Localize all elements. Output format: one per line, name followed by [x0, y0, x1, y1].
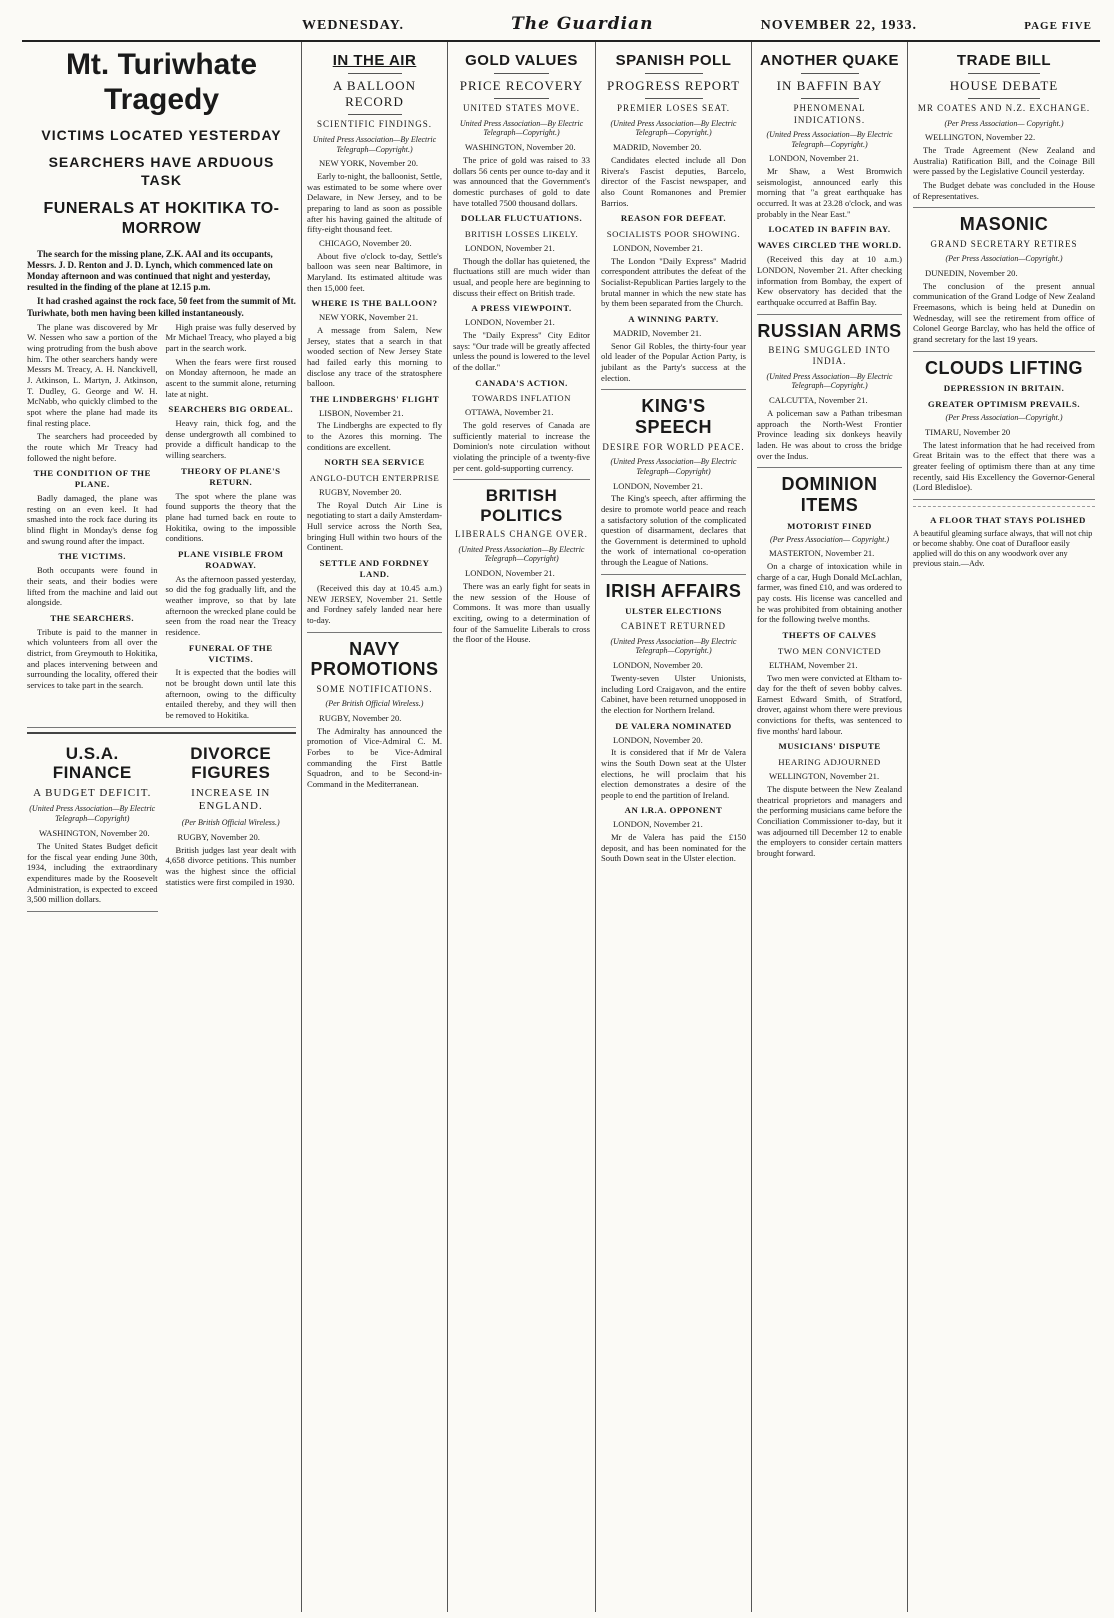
body-paragraph: The Royal Dutch Air Line is negotiating to start a daily Amsterdam-Hull service across the North Sea, bringing Hull within two hours of the Continent.	[307, 499, 442, 553]
subhead-depression: DEPRESSION IN BRITAIN.	[943, 383, 1065, 394]
headline-russian-arms: RUSSIAN ARMS	[757, 320, 902, 341]
deck-increase-england: INCREASE IN ENGLAND.	[191, 786, 271, 813]
deck-smuggled: BEING SMUGGLED INTO INDIA.	[768, 345, 891, 367]
subhead-ira-opponent: AN I.R.A. OPPONENT	[624, 805, 723, 816]
masthead-paper-name: The Guardian	[511, 14, 654, 34]
dateline: WASHINGTON, November 20.	[39, 828, 150, 839]
subhead-reason: REASON FOR DEFEAT.	[620, 213, 727, 224]
body-paragraph: High praise was fully deserved by Mr Michael Treacy, who played a big part in the search work.	[165, 321, 296, 353]
dateline: LONDON, November 21.	[465, 568, 555, 579]
subhead-searchers: THE SEARCHERS.	[50, 612, 135, 623]
body-paragraph: On a charge of intoxication while in charge of a car, Hugh Donald McLachlan, farmer, was fined £10, and was ordered to pay costs. His license was cancelled and he was prohibited from obtaining another for the following twelve months.	[757, 561, 902, 625]
turiwhate-left-column	[27, 322, 158, 724]
source-line: United Press Association—By Electric Telegraph—Copyright.)	[312, 134, 437, 154]
dateline: LONDON, November 21.	[769, 153, 859, 164]
deck-world-peace: DESIRE FOR WORLD PEACE.	[602, 441, 745, 452]
headline-clouds-lifting: CLOUDS LIFTING	[925, 357, 1083, 378]
body-paragraph: Tribute is paid to the manner in which volunteers from all over the district, from Greymouth to Hokitika, and places intervening between and surrounding the locality, offered their services to take part in the search.	[27, 626, 158, 691]
dateline: LONDON, November 21.	[465, 317, 555, 328]
headline-dominion-items: DOMINION ITEMS	[781, 474, 878, 515]
dateline: RUGBY, November 20.	[319, 712, 402, 723]
headline-irish-affairs: IRISH AFFAIRS	[605, 580, 742, 601]
divider	[348, 73, 402, 74]
column-5	[752, 42, 908, 1612]
article-kings-speech	[601, 396, 746, 575]
turiwhate-body	[27, 322, 296, 724]
body-paragraph: The King's speech, after affirming the desire to promote world peace and reach a satisfactory solution of the complicated question of disarmament, declares that the Government is determined to uphold the work of international co-operation through the League of Nations.	[601, 493, 746, 568]
body-paragraph: It is considered that if Mr de Valera wins the South Down seat at the Ulster elections, he will proclaim that his election demonstrates a desire of the people to end the partition of Ireland.	[601, 747, 746, 800]
body-paragraph: The Trade Agreement (New Zealand and Australia) Ratification Bill, and the Coinage Bill were passed by the Legislative Council yesterday.	[913, 145, 1095, 177]
dateline: OTTAWA, November 21.	[465, 407, 554, 418]
body-paragraph: The Admiralty has announced the promotion of Vice-Admiral C. M. Forbes to be Vice-Admiral commanding the First Battle Squadron, and to be Second-in-Command in the Mediterranean.	[307, 725, 442, 789]
body-paragraph: As the afternoon passed yesterday, so did the fog gradually lift, and the weather improve, so that by late afternoon the wrecked plane could be seen from the road near the Treacy residence.	[165, 573, 296, 637]
headline-trade-bill: TRADE BILL	[956, 52, 1052, 69]
subdeck-scientific: SCIENTIFIC FINDINGS.	[316, 119, 432, 130]
article-clouds-lifting	[913, 358, 1095, 500]
article-usa-finance	[27, 738, 158, 912]
headline-gold-values: GOLD VALUES	[465, 52, 578, 69]
subhead-socialists: SOCIALISTS POOR SHOWING.	[606, 229, 741, 240]
body-paragraph: The gold reserves of Canada are sufficiently material to increase the Dominion's note circulation without violating the principle of a twenty-five per cent. gold-supporting currency.	[453, 420, 590, 473]
lede-paragraph-2: It had crashed against the rock face, 50 feet from the summit of Mt. Turiwhate, both men having been killed instantaneously.	[27, 296, 296, 318]
subhead-convicted: TWO MEN CONVICTED	[777, 645, 882, 656]
source-line: (Per Press Association— Copyright.)	[944, 118, 1064, 128]
body-paragraph: A message from Salem, New Jersey, states that a search in that wooded section of New Jersey State had failed early this morning to disclose any trace of the stratosphere balloon.	[307, 324, 442, 389]
source-line: (United Press Association—By Electric Telegraph—Copyright.)	[766, 371, 893, 391]
subdeck-premier: PREMIER LOSES SEAT.	[616, 103, 731, 114]
deck-baffin-bay: IN BAFFIN BAY	[776, 78, 883, 94]
body-paragraph: Mr de Valera has paid the £150 deposit, and has been nominated for the South Down seat in the Ulster election.	[601, 832, 746, 864]
article-british-politics	[453, 486, 590, 651]
dateline: LISBON, November 21.	[319, 407, 404, 418]
subdeck-us-move: UNITED STATES MOVE.	[462, 103, 581, 114]
subhead-ulster: ULSTER ELECTIONS	[625, 606, 722, 617]
subhead-motorist: MOTORIST FINED	[787, 520, 872, 531]
source-line: (United Press Association—By Electric Telegraph—Copyright)	[610, 456, 737, 476]
deck-progress-report: PROGRESS REPORT	[606, 78, 741, 94]
masthead	[22, 10, 1100, 42]
body-paragraph: About five o'clock to-day, Settle's balloon was seen near Baltimore, in Maryland. Its estimated altitude was then 15,000 feet.	[307, 250, 442, 293]
deck-liberals: LIBERALS CHANGE OVER.	[455, 529, 588, 540]
body-paragraph: Mr Shaw, a West Bromwich seismologist, announced early this morning that "a great earthquake has occurred. It was at 23.28 o'clock, and was probably in the Near East."	[757, 166, 902, 219]
headline-navy-promotions: NAVY PROMOTIONS	[310, 638, 439, 680]
deck-balloon-record: A BALLOON RECORD	[332, 78, 417, 110]
subhead-condition: THE CONDITION OF THE PLANE.	[33, 468, 151, 490]
subhead-musicians: MUSICIANS' DISPUTE	[778, 741, 881, 752]
dateline: MASTERTON, November 21.	[769, 548, 875, 559]
body-paragraph: The Lindberghs are expected to fly to the Azores this morning. The conditions are excellent.	[307, 420, 442, 452]
subhead-located: LOCATED IN BAFFIN BAY.	[768, 224, 891, 235]
body-paragraph: The plane was discovered by Mr W. Nessen who saw a portion of the wing protruding from the bush above him. The other searchers handy were Messrs M. Treacy, A. H. Nanckivell, J. Atkinson, L. Martyn, J. Atkinson, T. Dudley, G. George and W. H. McNabb, who quickly climbed to the spot where the plane had made its final resting place.	[27, 321, 158, 428]
body-paragraph: The Budget debate was concluded in the House of Representatives.	[913, 180, 1095, 201]
dateline: WASHINGTON, November 20.	[465, 142, 576, 153]
dateline: LONDON, November 20.	[613, 734, 703, 745]
source-line: United Press Association—By Electric Telegraph—Copyright.)	[459, 118, 584, 138]
article-trade-bill	[913, 52, 1095, 208]
lede-paragraph-1: The search for the missing plane, Z.K. AAI and its occupants, Messrs. J. D. Renton and J. D. Lynch, which commenced late on Monday afternoon and was continued that night and yesterday, resulted in the finding of the plane at 12.15 p.m.	[27, 248, 273, 293]
subhead-where-balloon: WHERE IS THE BALLOON?	[311, 298, 438, 309]
article-irish-affairs	[601, 581, 746, 870]
article-masonic	[913, 214, 1095, 351]
subhead-waves: WAVES CIRCLED THE WORLD.	[757, 240, 902, 251]
headline-spanish-poll: SPANISH POLL	[615, 52, 732, 69]
headline-another-quake: ANOTHER QUAKE	[759, 52, 899, 69]
column-4	[596, 42, 752, 1612]
deck-grand-secretary: GRAND SECRETARY RETIRES	[930, 239, 1078, 250]
divider	[348, 114, 402, 115]
turiwhate-right-column	[166, 322, 297, 724]
masthead-day: WEDNESDAY.	[302, 18, 404, 33]
subhead-north-sea: NORTH SEA SERVICE	[324, 457, 425, 468]
column-6	[908, 42, 1100, 1612]
body-paragraph: Though the dollar has quietened, the fluctuations still are much wider than usual, and people here are beginning to discuss their effect on British trade.	[453, 255, 590, 298]
subhead-anglo-dutch: ANGLO-DUTCH ENTERPRISE	[309, 473, 440, 484]
body-paragraph: Early to-night, the balloonist, Settle, was estimated to be some where over Delaware, in New Jersey, and to be preparing to land as soon as possible after his having gained the altitude of fifty-eight thousand feet.	[307, 171, 442, 235]
dateline: MADRID, November 21.	[613, 327, 702, 338]
body-paragraph: (Received this day at 10 a.m.) LONDON, November 21. After checking information from Bombay, the expert of Kew observatory has decided that the earthquake occurred at Baffin Bay.	[757, 254, 902, 307]
divider	[494, 98, 549, 99]
deck-house-debate: HOUSE DEBATE	[949, 78, 1059, 94]
divider	[968, 73, 1041, 74]
subhead-settle-land: SETTLE AND FORDNEY LAND.	[319, 558, 430, 579]
headline-turiwhate: Mt. Turiwhate Tragedy	[65, 48, 258, 116]
subhead-roadway: PLANE VISIBLE FROM ROADWAY.	[177, 548, 284, 570]
dateline: ELTHAM, November 21.	[769, 659, 858, 670]
subhead-victims: THE VICTIMS.	[58, 551, 126, 562]
article-dominion-items	[757, 474, 902, 864]
source-line: (United Press Association—By Electric Telegraph—Copyright.)	[610, 636, 737, 656]
subdeck-phenomenal: PHENOMENAL INDICATIONS.	[793, 103, 866, 125]
dateline: NEW YORK, November 21.	[319, 312, 419, 323]
subhead-canada: CANADA'S ACTION.	[475, 377, 568, 388]
source-line: (Per British Official Wireless.)	[325, 699, 424, 709]
article-divorce-figures	[166, 738, 297, 912]
source-line: (United Press Association—By Electric Telegraph—Copyright.)	[766, 129, 893, 149]
body-paragraph: The spot where the plane was found supports the theory that the plane had turned back en route to Hokitika, owing to the impossible conditions.	[165, 490, 296, 544]
body-paragraph: Badly damaged, the plane was resting on an even keel. It had smashed into the rock face during its blind flight in Monday's dense fog and swung round after the impact.	[27, 493, 158, 546]
masthead-page-number: PAGE FIVE	[1024, 20, 1092, 32]
source-line: (Per Press Association—Copyright.)	[945, 413, 1063, 423]
body-paragraph: Twenty-seven Ulster Unionists, including Lord Craigavon, and the entire Cabinet, have been returned unopposed in the election for Northern Ireland.	[601, 673, 746, 715]
dateline: MADRID, November 20.	[613, 142, 702, 153]
subhead-funeral: FUNERAL OF THE VICTIMS.	[188, 642, 273, 664]
deck-budget-deficit: A BUDGET DEFICIT.	[33, 786, 152, 799]
article-spanish-poll	[601, 52, 746, 390]
dateline: WELLINGTON, November 21.	[769, 771, 880, 782]
dateline: TIMARU, November 20	[925, 427, 1011, 438]
body-paragraph: When the fears were first roused on Monday afternoon, he made an ascent to the summit alone, returning late at night.	[165, 356, 296, 399]
body-paragraph: The London "Daily Express" Madrid correspondent attributes the defeat of the Socialist-Republican Parties largely to the brutal manner in which the new state has by them been separated from the Church.	[601, 255, 746, 309]
headline-british-politics: BRITISH POLITICS	[480, 486, 563, 525]
body-paragraph: It is expected that the bodies will not be brought down until late this afternoon, owing to the difficulty entailed thereby, and they will then be removed to Hokitika.	[165, 667, 296, 721]
body-paragraph: There was an early fight for seats in the new session of the House of Commons. It was more than usually exciting, owing to a determination of four of the Samuelite Liberals to cross the floor of the House.	[453, 581, 590, 645]
dateline: LONDON, November 21.	[613, 819, 703, 830]
deck-notifications: SOME NOTIFICATIONS.	[316, 683, 433, 694]
subhead-inflation: TOWARDS INFLATION	[472, 393, 571, 404]
article-another-quake	[757, 52, 902, 315]
body-paragraph: The price of gold was raised to 33 dollars 56 cents per ounce to-day and it was announced that the Government's domestic purchases of gold to date have totalled 7500 thousand dollars.	[453, 154, 590, 208]
dateline: CALCUTTA, November 21.	[769, 395, 868, 406]
body-paragraph: The searchers had proceeded by the route which Mr Treacy had followed the night before.	[27, 431, 158, 463]
column-3	[448, 42, 596, 1612]
body-paragraph: Both occupants were found in their seats, and their bodies were lifted from the machine and laid out alongside.	[27, 565, 158, 608]
body-paragraph: The "Daily Express" City Editor says: "Our trade will be greatly affected unless the pound is lowered to the level of the dollar."	[453, 329, 590, 372]
divider	[968, 98, 1041, 99]
body-paragraph: The dispute between the New Zealand theatrical proprietors and managers and the performing musicians came before the Conciliation Commissioner to-day, but it was adjourned till December 12 to enable the employers to consider certain matters brought forward.	[757, 783, 902, 858]
headline-usa-finance: U.S.A. FINANCE	[52, 743, 132, 783]
ad-headline: A FLOOR THAT STAYS POLISHED	[930, 515, 1086, 526]
subhead-thefts: THEFTS OF CALVES	[782, 630, 877, 641]
divider	[494, 73, 549, 74]
article-turiwhate	[27, 48, 296, 728]
dateline: CHICAGO, November 20.	[319, 238, 412, 249]
subhead-adjourned: HEARING ADJOURNED	[778, 757, 881, 768]
subhead-theory: THEORY OF PLANE'S RETURN.	[181, 465, 281, 487]
advertisement-floor	[913, 506, 1095, 570]
deck-price-recovery: PRICE RECOVERY	[459, 78, 584, 94]
divider	[645, 73, 703, 74]
divider	[801, 98, 859, 99]
dateline: LONDON, November 21.	[613, 243, 703, 254]
source-line: (Per Press Association— Copyright.)	[769, 534, 890, 544]
subhead-dollar: DOLLAR FLUCTUATIONS.	[460, 213, 583, 224]
masthead-date: NOVEMBER 22, 1933.	[760, 18, 918, 33]
body-paragraph: British judges last year dealt with 4,658 divorce petitions. This number was the highest since the official statistics were first compiled in 1930.	[165, 844, 296, 887]
deck-cabinet: CABINET RETURNED	[620, 621, 727, 632]
dateline: LONDON, November 20.	[613, 660, 703, 671]
article-in-the-air	[307, 52, 442, 633]
article-gold-values	[453, 52, 590, 480]
column-2	[302, 42, 448, 1612]
body-paragraph: Candidates elected include all Don Rivera's Fascist deputies, Barcelo, director of the Fascist newspaper, and also Count Romanones and Premier Barrios.	[601, 154, 746, 208]
dateline: RUGBY, November 20.	[177, 831, 260, 842]
deck-searchers: SEARCHERS HAVE ARDUOUS TASK	[48, 154, 275, 188]
columns	[22, 42, 1100, 1612]
subdeck-coates: MR COATES AND N.Z. EXCHANGE.	[917, 103, 1091, 114]
dateline: NEW YORK, November 20.	[319, 158, 419, 169]
dateline: LONDON, November 21.	[465, 243, 555, 254]
body-paragraph: Senor Gil Robles, the thirty-four year old leader of the Popular Action Party, is jubilant as the Party's success at the election.	[601, 340, 746, 383]
source-line: (United Press Association—By Electric Telegraph—Copyright)	[29, 804, 156, 824]
headline-kings-speech: KING'S SPEECH	[634, 396, 713, 437]
subhead-winning-party: A WINNING PARTY.	[628, 314, 719, 325]
headline-divorce-figures: DIVORCE FIGURES	[190, 743, 272, 783]
article-russian-arms	[757, 321, 902, 469]
body-paragraph: The latest information that he had received from Great Britain was to the effect that there was a greater feeling of optimism there than at any time recently, said His Excellency the Governor-General (Lord Bledisloe).	[913, 439, 1095, 493]
column-1	[22, 42, 302, 1612]
deck-victims-located: VICTIMS LOCATED YESTERDAY	[41, 127, 282, 143]
headline-masonic: MASONIC	[959, 214, 1049, 235]
subhead-press-viewpoint: A PRESS VIEWPOINT.	[471, 303, 572, 314]
dateline: LONDON, November 21.	[613, 480, 703, 491]
source-line: (United Press Association—By Electric Telegraph—Copyright)	[458, 544, 585, 564]
ad-text: A beautiful gleaming surface always, that will not chip or become shabby. One coat of Durafloor easily applied will do this on any woodwork over any previous stain.—Adv.	[913, 528, 1093, 569]
source-line: (United Press Association—By Electric Telegraph—Copyright.)	[610, 118, 737, 138]
body-paragraph: The conclusion of the present annual communication of the Grand Lodge of New Zealand Freemasons, which is being held at Dunedin on Wednesday, will see the retirement from office of Colonel George Barclay, who has held the office of grand secretary for the last 19 years.	[913, 280, 1095, 345]
dateline: WELLINGTON, November 22.	[925, 132, 1036, 143]
body-paragraph: Heavy rain, thick fog, and the dense undergrowth all combined to provide a difficult handicap to the willing searchers.	[165, 418, 296, 461]
dateline: RUGBY, November 20.	[319, 487, 402, 498]
divider	[645, 98, 703, 99]
body-paragraph: The United States Budget deficit for the fiscal year ending June 30th, 1934, including the extraordinary expenditures made by the Roosevelt Administration, is expected to exceed 3,500 million dollars.	[27, 840, 158, 905]
subhead-lindberghs: THE LINDBERGHS' FLIGHT	[309, 393, 440, 404]
headline-in-the-air: IN THE AIR	[332, 52, 417, 69]
source-line: (Per British Official Wireless.)	[181, 818, 280, 828]
divider	[801, 73, 859, 74]
subhead-de-valera: DE VALERA NOMINATED	[615, 720, 732, 731]
body-paragraph: Two men were convicted at Eltham to-day for the theft of seven bobby calves. Earnest Edward Smith, of Stratford, drover, against whom there were previous convictions for thefts, was sentenced to five months' hard labour.	[757, 672, 902, 736]
body-paragraph: A policeman saw a Pathan tribesman approach the North-West Frontier Province leading six donkeys heavily laden. He was about to cross the bridge over the Indus.	[757, 407, 902, 461]
article-navy-promotions	[307, 639, 442, 796]
subhead-british-losses: BRITISH LOSSES LIKELY.	[464, 229, 579, 240]
source-line: (Per Press Association—Copyright.)	[945, 254, 1063, 264]
body-paragraph: (Received this day at 10.45 a.m.) NEW JERSEY, November 21. Settle and Fordney safely landed near here to-day.	[307, 582, 442, 625]
deck-funerals: FUNERALS AT HOKITIKA TO-MORROW	[43, 200, 280, 237]
bottom-left-articles	[27, 732, 296, 916]
subhead-ordeal: SEARCHERS BIG ORDEAL.	[168, 404, 294, 415]
subhead-optimism: GREATER OPTIMISM PREVAILS.	[927, 399, 1081, 410]
dateline: DUNEDIN, November 20.	[925, 268, 1018, 279]
